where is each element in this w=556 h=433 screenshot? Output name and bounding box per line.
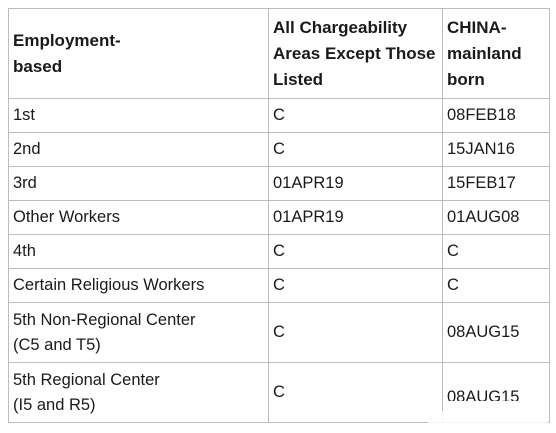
header-all-chargeability [269, 9, 443, 99]
table-row [9, 303, 550, 363]
row-category-cell: Certain Religious Workers [9, 269, 269, 303]
table-row [9, 99, 550, 133]
row-all-areas-cell: C [269, 235, 443, 269]
table-header-row [9, 9, 550, 99]
table-row [9, 269, 550, 303]
table-row [9, 201, 550, 235]
header-all-chargeability-label: All Chargeability Areas Except Those Listed [273, 17, 436, 89]
table-row [9, 235, 550, 269]
row-category-cell: 3rd [9, 167, 269, 201]
row-category-cell: 4th [9, 235, 269, 269]
partially-obscured-value [447, 376, 519, 401]
row-all-areas-cell: 01APR19 [269, 167, 443, 201]
row-all-areas-cell: C [269, 303, 443, 363]
header-employment-based [9, 9, 269, 99]
header-china-mainland [443, 9, 550, 99]
row-category-cell: Other Workers [9, 201, 269, 235]
watermark-overlay [428, 411, 548, 427]
row-china-cell: C [443, 235, 550, 269]
row-all-areas-cell: C [269, 269, 443, 303]
table-row [9, 167, 550, 201]
row-category-cell: 1st [9, 99, 269, 133]
row-china-cell: 15FEB17 [443, 167, 550, 201]
row-all-areas-cell: C [269, 363, 443, 423]
row-all-areas-cell: C [269, 133, 443, 167]
row-china-cell: 08AUG15 [443, 303, 550, 363]
row-category-cell: 5th Non-Regional Center (C5 and T5) [9, 303, 269, 363]
row-china-cell: 08FEB18 [443, 99, 550, 133]
row-china-cell: 15JAN16 [443, 133, 550, 167]
row-category-cell: 2nd [9, 133, 269, 167]
row-all-areas-cell: 01APR19 [269, 201, 443, 235]
row-china-value: 08AUG15 [447, 388, 520, 401]
row-china-cell: C [443, 269, 550, 303]
row-category-cell: 5th Regional Center (I5 and R5) [9, 363, 269, 423]
table-row [9, 133, 550, 167]
row-china-cell: 01AUG08 [443, 201, 550, 235]
row-all-areas-cell: C [269, 99, 443, 133]
header-employment-based-label: Employment- based [13, 30, 121, 76]
header-china-mainland-label: CHINA-mainland born [447, 17, 522, 89]
visa-bulletin-table [8, 8, 550, 423]
